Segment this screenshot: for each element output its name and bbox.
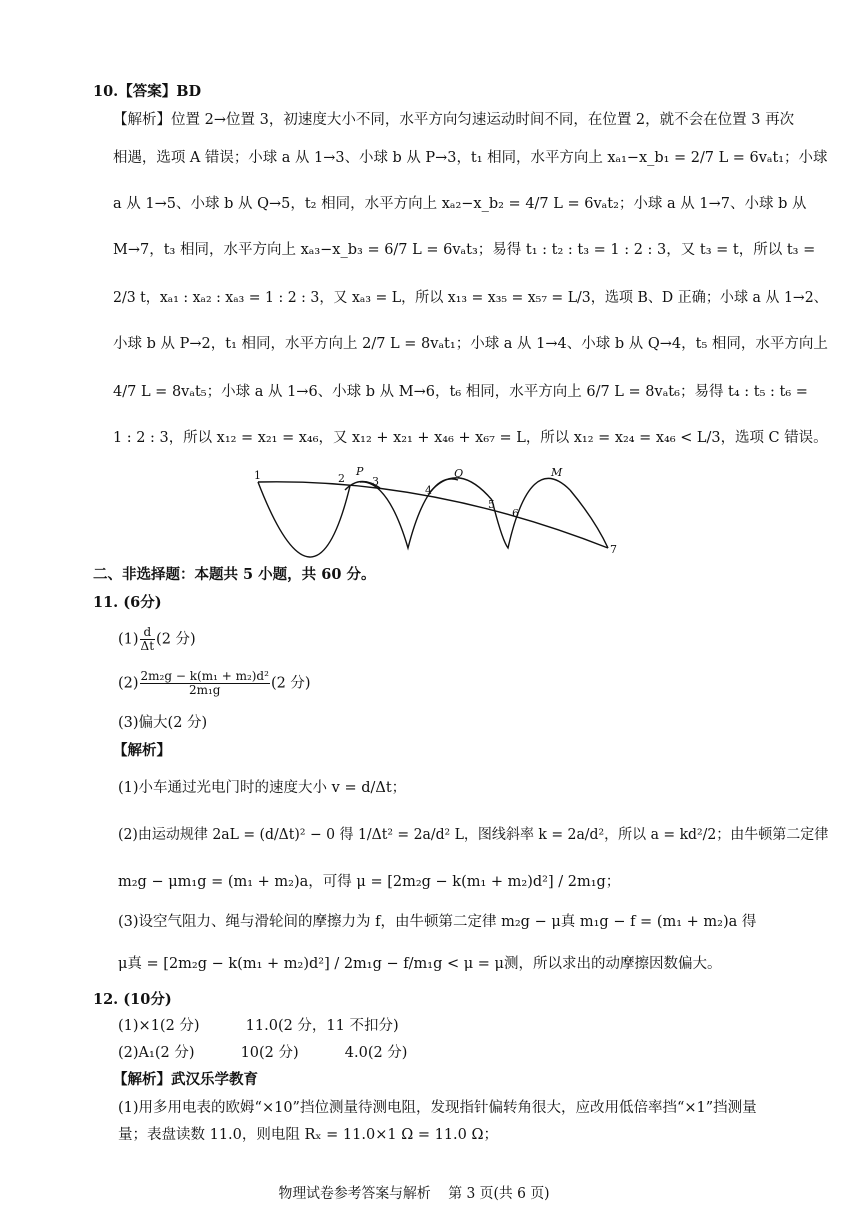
q10-analysis-line-1: 【解析】位置 2→位置 3，初速度大小不同，水平方向匀速运动时间不同，在位置 2，就不会在位置 3 再次 xyxy=(113,112,795,128)
q11-explain-1: (1)小车通过光电门时的速度大小 v = d/Δt； xyxy=(118,780,407,796)
q11-a1-den: Δt xyxy=(140,639,155,653)
q11-a2-score: (2 分) xyxy=(270,675,311,692)
q11-explain-5: μ真 = [2m₂g − k(m₁ + m₂)d²] / 2m₁g − f/m₁g < μ = μ测，所以求出的动摩擦因数偏大。 xyxy=(118,956,722,972)
q10-analysis-line-7: 4/7 L = 8vₐt₅；小球 a 从 1→6、小球 b 从 M→6，t₆ 相同，水平方向上 6/7 L = 8vₐt₆；易得 t₄ : t₅ : t₆ = xyxy=(113,384,808,400)
trajectory-figure xyxy=(240,460,630,560)
label-m: M xyxy=(551,466,563,479)
q11-a2-den: 2m₁g xyxy=(188,683,221,697)
q11-a1-score: (2 分) xyxy=(156,631,196,648)
q11-explain-2: (2)由运动规律 2aL = (d/Δt)² − 0 得 1/Δt² = 2a/d² L，图线斜率 k = 2a/d²，所以 a = kd²/2；由牛顿第二定律 xyxy=(118,827,829,843)
label-q: Q xyxy=(454,467,464,480)
label-7: 7 xyxy=(610,543,617,556)
q10-analysis-line-2: 相遇，选项 A 错误；小球 a 从 1→3、小球 b 从 P→3，t₁ 相同，水平方向上 xₐ₁−x_b₁ = 2/7 L = 6vₐt₁；小球 xyxy=(113,150,828,166)
label-2: 2 xyxy=(338,472,345,485)
q10-analysis-line-4: M→7，t₃ 相同，水平方向上 xₐ₃−x_b₃ = 6/7 L = 6vₐt₃；易得 t₁ : t₂ : t₃ = 1 : 2 : 3，又 t₃ = t，所以 t₃ = xyxy=(113,242,816,258)
q11-answer-3: (3)偏大(2 分) xyxy=(118,715,208,731)
label-3: 3 xyxy=(372,475,379,488)
ball-b-bounce-4 xyxy=(570,490,608,548)
q12-explain-1: (1)用多用电表的欧姆“×10”挡位测量待测电阻，发现指针偏转角很大，应改用低倍率挡“×1”挡测量 xyxy=(118,1100,757,1116)
q11-title: 11. (6分) xyxy=(93,594,162,611)
ball-a-trajectory xyxy=(258,482,608,548)
q11-a2-prefix: (2) xyxy=(118,675,139,692)
q12-analysis-label: 【解析】武汉乐学教育 xyxy=(113,1071,258,1088)
q12-title: 12. (10分) xyxy=(93,991,172,1008)
q12-answer-1: (1)×1(2 分) 11.0(2 分，11 不扣分) xyxy=(118,1018,399,1034)
q10-analysis-line-8: 1 : 2 : 3，所以 x₁₂ = x₂₁ = x₄₆，又 x₁₂ + x₂₁ + x₄₆ + x₆₇ = L，所以 x₁₂ = x₂₄ = x₄₆ < L/3，选项 C 错误。 xyxy=(113,430,828,446)
q11-answer-2 xyxy=(118,670,311,697)
q11-explain-4: (3)设空气阻力、绳与滑轮间的摩擦力为 f，由牛顿第二定律 m₂g − μ真 m₁g − f = (m₁ + m₂)a 得 xyxy=(118,914,757,930)
q11-a1-fraction xyxy=(140,626,156,653)
q11-a1-num: d xyxy=(140,626,156,640)
q10-analysis-line-6: 小球 b 从 P→2，t₁ 相同，水平方向上 2/7 L = 8vₐt₁；小球 a 从 1→4、小球 b 从 Q→4，t₅ 相同，水平方向上 xyxy=(113,336,828,352)
label-4: 4 xyxy=(425,484,432,497)
q10-analysis-line-3: a 从 1→5、小球 b 从 Q→5，t₂ 相同，水平方向上 xₐ₂−x_b₂ = 4/7 L = 6vₐt₂；小球 a 从 1→7、小球 b 从 xyxy=(113,196,807,212)
q11-explain-3: m₂g − μm₁g = (m₁ + m₂)a，可得 μ = [2m₂g − k(m₁ + m₂)d²] / 2m₁g； xyxy=(118,874,621,890)
label-6: 6 xyxy=(512,507,519,520)
page-footer: 物理试卷参考答案与解析 第 3 页(共 6 页) xyxy=(278,1186,550,1202)
q10-analysis-line-5: 2/3 t，xₐ₁ : xₐ₂ : xₐ₃ = 1 : 2 : 3，又 xₐ₃ = L，所以 x₁₃ = x₃₅ = x₅₇ = L/3，选项 B、D 正确；小球 a 从 1→2、 xyxy=(113,290,828,306)
label-5: 5 xyxy=(488,498,495,511)
q11-analysis-label: 【解析】 xyxy=(113,742,171,759)
q11-answer-1 xyxy=(118,626,196,653)
q11-a1-prefix: (1) xyxy=(118,631,139,648)
q12-answer-2: (2)A₁(2 分) 10(2 分) 4.0(2 分) xyxy=(118,1045,408,1061)
label-1: 1 xyxy=(254,469,261,482)
ball-b-arc-q xyxy=(430,478,492,500)
q11-a2-fraction xyxy=(140,670,270,697)
section-2-title: 二、非选择题：本题共 5 小题，共 60 分。 xyxy=(93,566,376,583)
q11-a2-num: 2m₂g − k(m₁ + m₂)d² xyxy=(140,669,269,683)
ball-b-bounce-1 xyxy=(258,482,350,557)
q10-answer: 10.【答案】BD xyxy=(93,83,202,100)
q12-explain-2: 量；表盘读数 11.0，则电阻 Rₓ = 11.0×1 Ω = 11.0 Ω； xyxy=(118,1127,499,1143)
label-p: P xyxy=(356,465,364,478)
ball-b-bounce-2 xyxy=(360,479,458,548)
figure-point-labels xyxy=(254,465,617,556)
